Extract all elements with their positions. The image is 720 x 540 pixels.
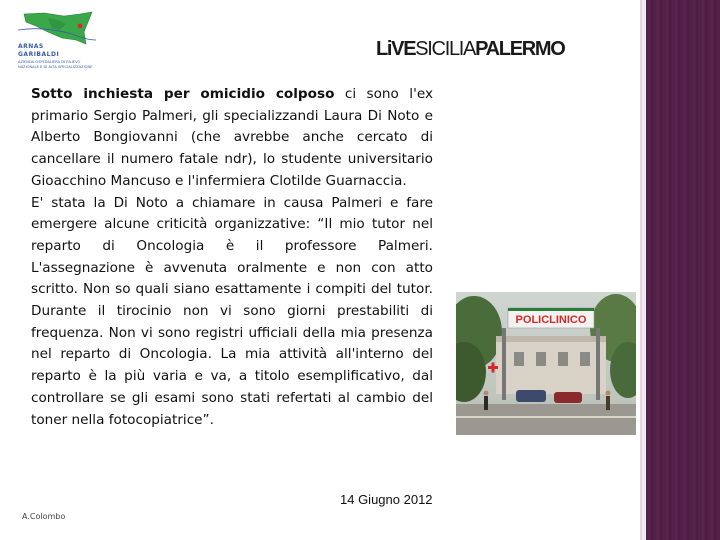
logo-live: LiVE (376, 38, 416, 60)
policlinico-sign-text: POLICLINICO (515, 314, 587, 326)
article-date: 14 Giugno 2012 (340, 492, 433, 507)
livesicilia-logo (376, 38, 565, 60)
logo-sicilia: SICILIA (415, 38, 476, 60)
arnas-name: ARNAS (18, 43, 44, 50)
side-strip-line (640, 0, 642, 540)
arnas-logo (14, 10, 96, 76)
policlinico-photo (456, 292, 636, 435)
author-name: A.Colombo (22, 512, 66, 521)
paragraph-2: E' stata la Di Noto a chiamare in causa Palmeri e fare emergere alcune criticità organizzative: “Il mio tutor nel reparto di Oncologia è il professore Palmeri. L'assegnazione è avvenuta oralmente e non con atto scritto. Non so quali siano esattamente i compiti del tutor. Durante il tirocinio non vi sono giorni prestabiliti di frequenza. Non vi sono registri ufficiali della mia presenza nel reparto di Oncologia. La mia attività all'interno del reparto è la più varia e va, a titolo esemplificativo, dal controllare se gli esami sono stati refertati al cambio del toner nella fotocopiatrice”. (31, 194, 433, 428)
arnas-subtitle: AZIENDA OSPEDALIERA DI RILIEVO NAZIONALE E DI ALTA SPECIALIZZAZIONE (18, 60, 93, 69)
garibaldi-name: GARIBALDI (18, 51, 60, 58)
side-strip-dark (646, 0, 720, 540)
policlinico-photo-illustration (456, 292, 636, 435)
lead-bold: Sotto inchiesta per omicidio colposo (31, 86, 335, 102)
article-text (31, 84, 433, 431)
logo-palermo: PALERMO (475, 38, 565, 60)
paragraph-1: ci sono l'ex primario Sergio Palmeri, gli specializzandi Laura Di Noto e Alberto Bongiovanni (che avrebbe anche cercato di cancellare il numero fatale ndr), lo studente universitario Gioacchino Mancuso e l'infermiera Clotilde Guarnaccia. (31, 86, 433, 189)
